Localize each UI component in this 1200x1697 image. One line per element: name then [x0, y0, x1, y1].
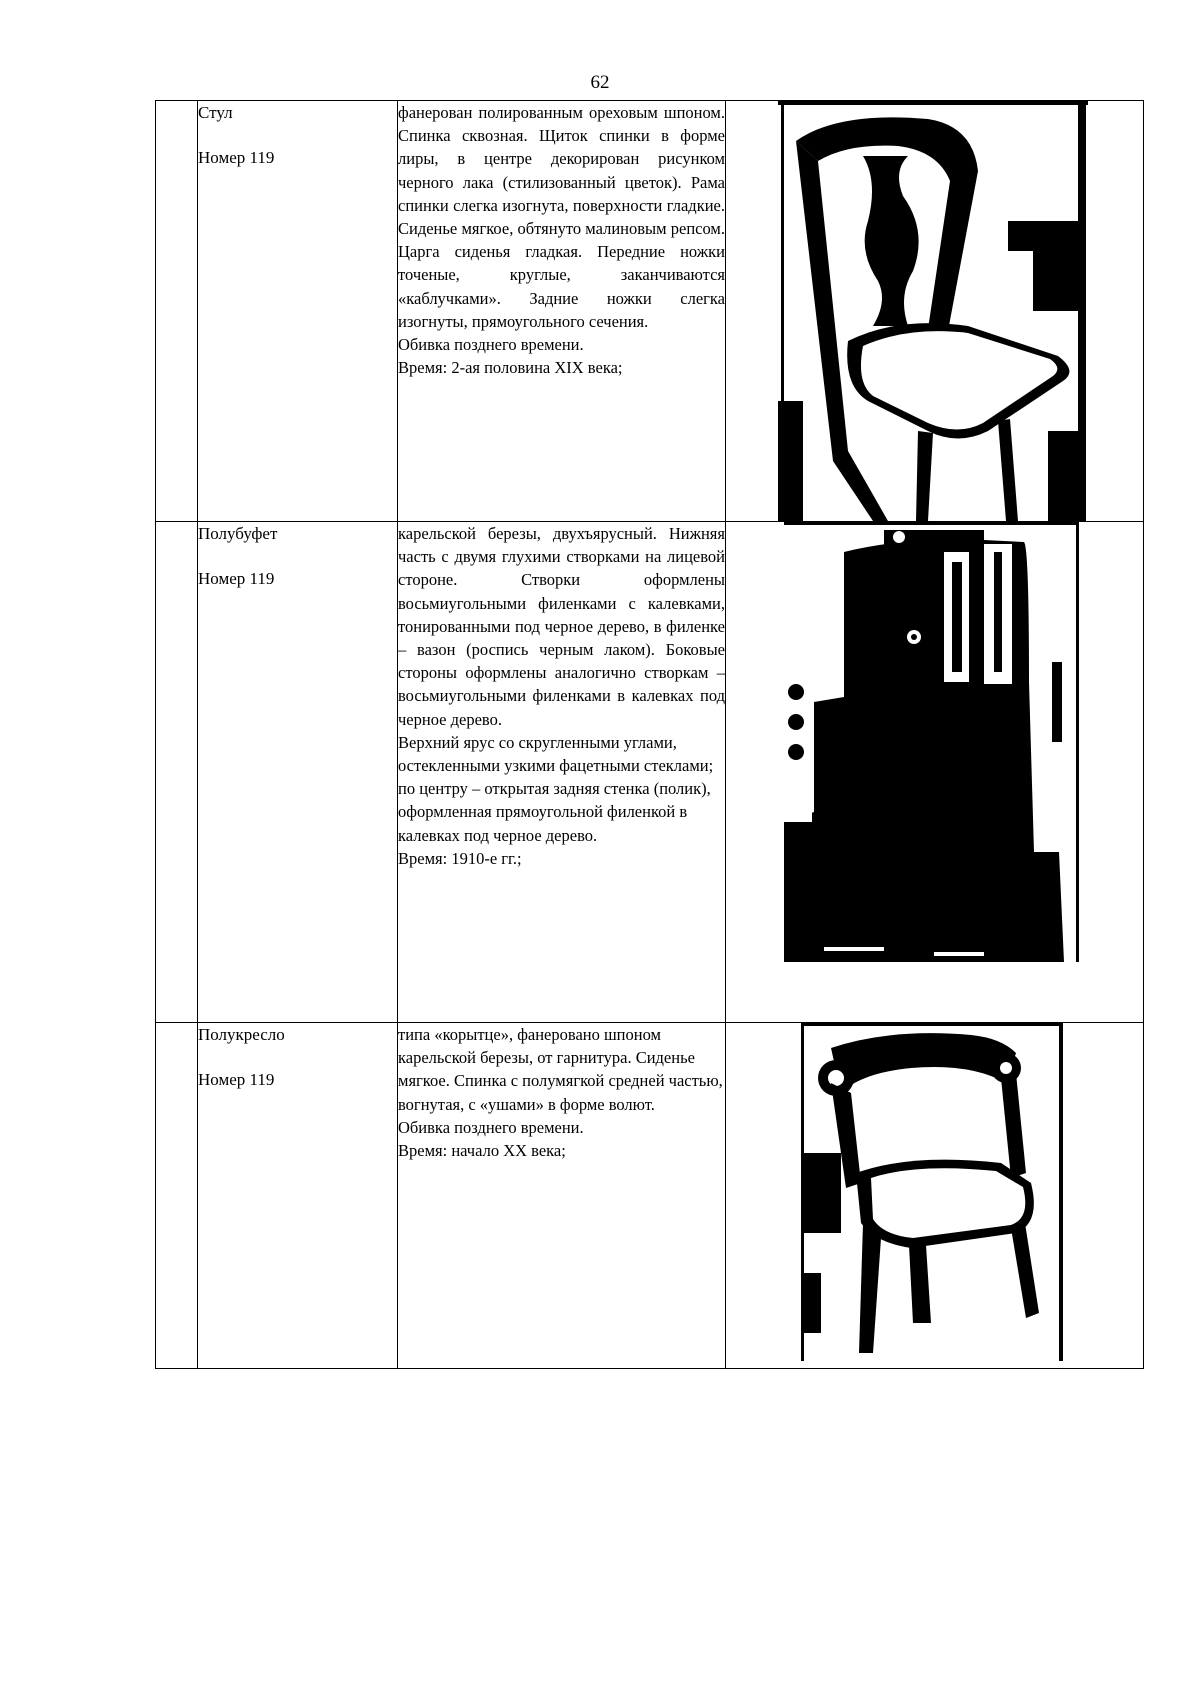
chair-photo: [778, 101, 1088, 521]
description-text: карельской березы, двухъярусный. Нижняя часть с двумя глухими створками на лицевой стороне. Створки оформлены восьмиугольными филенками с калевками, тонированными под черное дерево, в филенке – вазон (роспись черным лаком). Боковые стороны оформлены аналогично створкам – восьмиугольными филенками в калевках под черное дерево.: [398, 524, 725, 729]
item-name: Полубуфет: [198, 524, 278, 543]
photo-cell: [726, 1023, 1144, 1369]
item-name: Полукресло: [198, 1025, 285, 1044]
item-number: Номер 119: [198, 148, 275, 167]
item-number: Номер 119: [198, 569, 275, 588]
index-cell: [156, 522, 198, 1023]
index-cell: [156, 1023, 198, 1369]
item-name-cell: [198, 522, 398, 1023]
photo-cell: [726, 522, 1144, 1023]
armchair-photo: [801, 1023, 1063, 1361]
description-text: фанерован полированным ореховым шпоном. Спинка сквозная. Щиток спинки в форме лиры, в центре декорирован рисунком черного лака (стилизованный цветок). Рама спинки слегка изогнута, поверхности гладкие. Сиденье мягкое, обтянуто малиновым репсом. Царга сиденья гладкая. Передние ножки точеные, круглые, заканчиваются «каблучками». Задние ножки слегка изогнуты, прямоугольного сечения.: [398, 103, 725, 331]
description-date: Время: 2-ая половина XIX века;: [398, 358, 623, 378]
item-name: Стул: [198, 103, 233, 122]
table-row: [156, 1023, 1144, 1369]
table-row: [156, 522, 1144, 1023]
description-date: Время: начало XX века;: [398, 1141, 566, 1161]
index-cell: [156, 101, 198, 522]
item-description-cell: [398, 1023, 726, 1369]
description-upper-tier: Верхний ярус со скругленными углами, остекленными узкими фацетными стеклами; по центру – открытая задняя стенка (полик), оформленная прямоугольной филенкой в калевках под черное дерево.: [398, 732, 714, 845]
description-text: типа «корытце», фанеровано шпоном карельской березы, от гарнитура. Сиденье мягкое. Спинка с полумягкой средней частью, вогнутая, с «ушами» в форме волют.: [398, 1025, 723, 1114]
description-date: Время: 1910-е гг.;: [398, 848, 522, 868]
table-row: [156, 101, 1144, 522]
item-description-cell: [398, 101, 726, 522]
item-description-cell: [398, 522, 726, 1023]
item-name-cell: [198, 1023, 398, 1369]
photo-cell: [726, 101, 1144, 522]
item-number: Номер 119: [198, 1070, 275, 1089]
description-upholstery: Обивка позднего времени.: [398, 1117, 584, 1137]
description-upholstery: Обивка позднего времени.: [398, 335, 584, 355]
catalog-table: [155, 100, 1144, 1369]
sideboard-photo: [784, 522, 1079, 962]
item-name-cell: [198, 101, 398, 522]
page-number: 62: [590, 72, 610, 93]
